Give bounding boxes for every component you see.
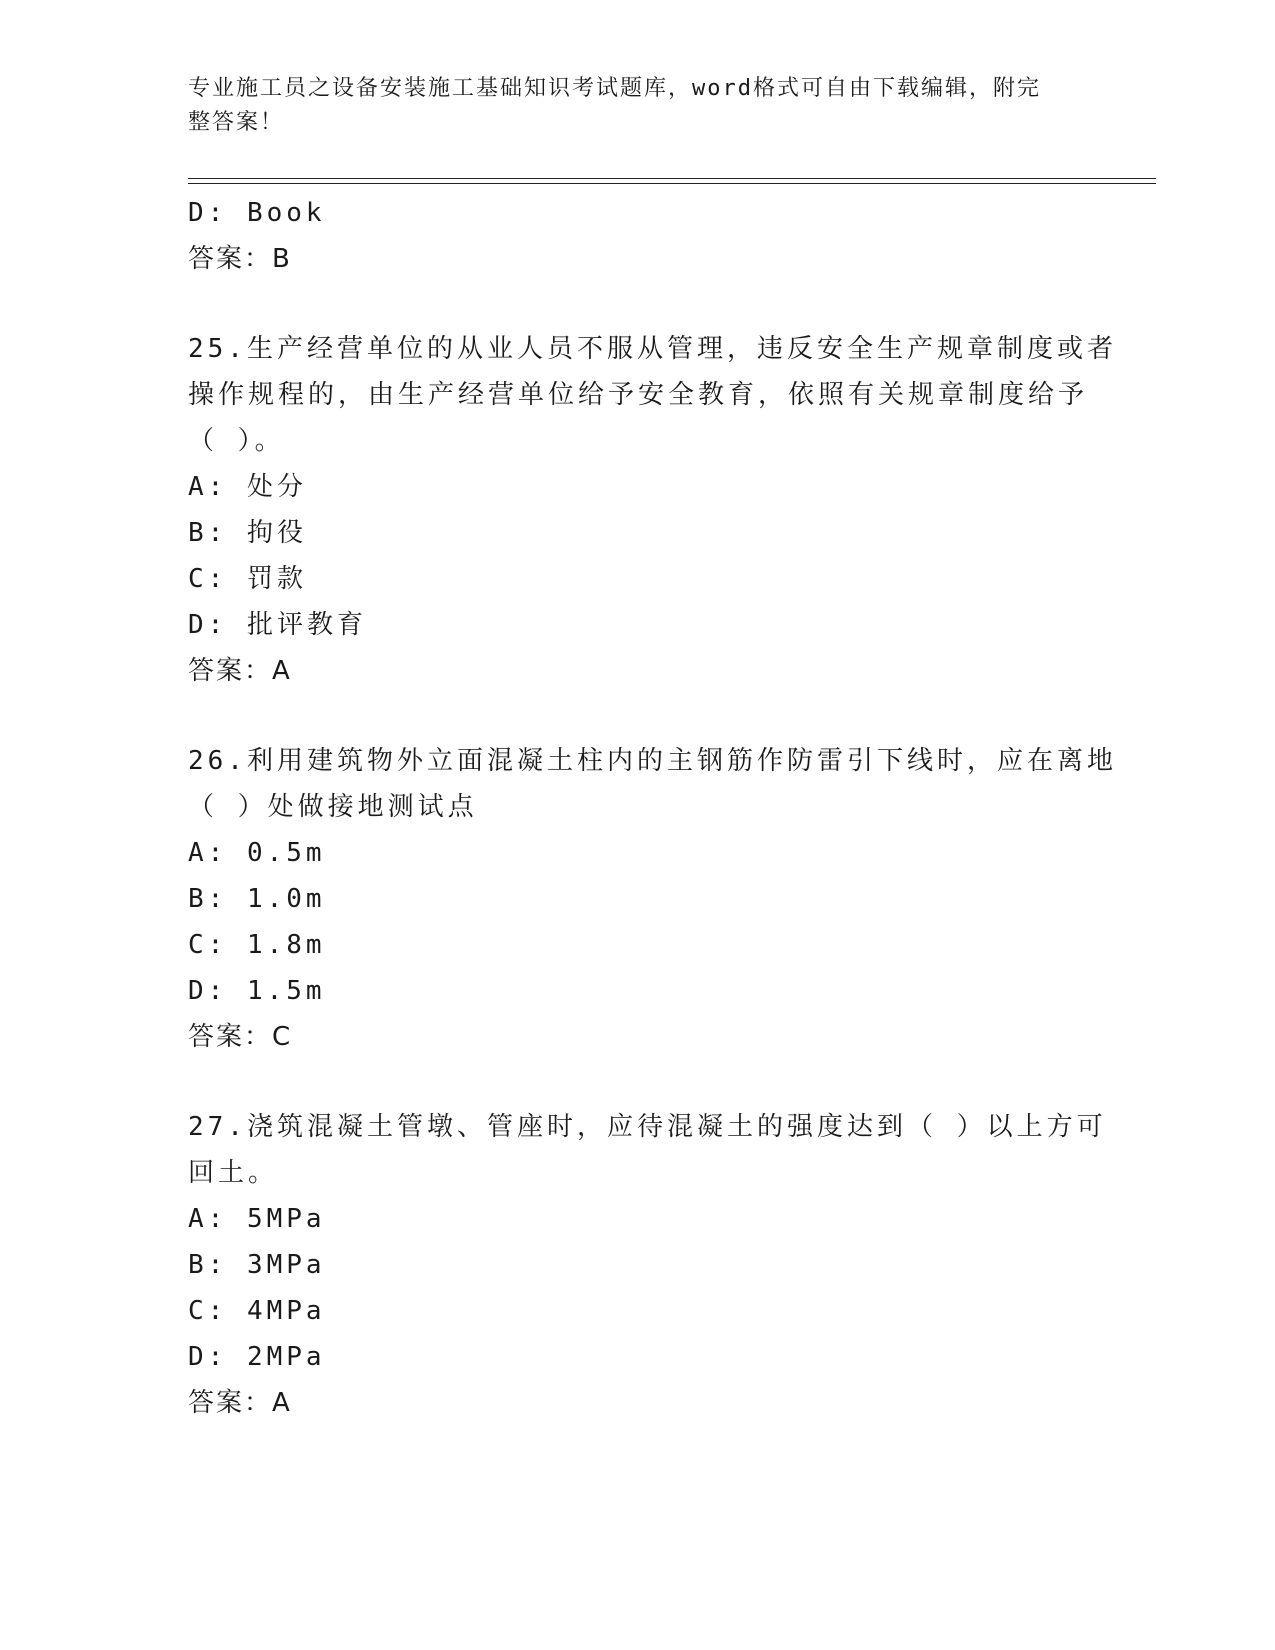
option-d: D: 批评教育 bbox=[188, 610, 367, 640]
question-text-line: （ ）处做接地测试点 bbox=[188, 792, 478, 822]
header-title-line-1: 专业施工员之设备安装施工基础知识考试题库，word格式可自由下载编辑，附完 bbox=[188, 76, 1041, 101]
option-c: C: 1.8m bbox=[188, 930, 326, 960]
question-text-line: 25.生产经营单位的从业人员不服从管理，违反安全生产规章制度或者 bbox=[188, 334, 1117, 364]
answer-label: 答案：A bbox=[188, 1388, 292, 1418]
option-d: D: Book bbox=[188, 198, 326, 228]
option-c: C: 罚款 bbox=[188, 564, 307, 594]
question-text-line: 26.利用建筑物外立面混凝土柱内的主钢筋作防雷引下线时，应在离地 bbox=[188, 746, 1117, 776]
question-list bbox=[188, 190, 1117, 1426]
question-text-line: 27.浇筑混凝土管墩、管座时，应待混凝土的强度达到（ ）以上方可 bbox=[188, 1112, 1107, 1142]
question-27 bbox=[188, 1104, 1107, 1426]
option-b: B: 1.0m bbox=[188, 884, 326, 914]
option-a: A: 处分 bbox=[188, 472, 307, 502]
header-divider-bottom bbox=[188, 183, 1156, 184]
option-c: C: 4MPa bbox=[188, 1296, 326, 1326]
question-25 bbox=[188, 326, 1117, 694]
option-d: D: 1.5m bbox=[188, 976, 326, 1006]
question-26 bbox=[188, 738, 1117, 1060]
answer-label: 答案：B bbox=[188, 244, 292, 274]
option-b: B: 拘役 bbox=[188, 518, 307, 548]
question-text-line: （ ）。 bbox=[188, 426, 285, 456]
header-divider-top bbox=[188, 178, 1156, 179]
header-title-line-2: 整答案！ bbox=[188, 110, 285, 135]
option-b: B: 3MPa bbox=[188, 1250, 326, 1280]
answer-label: 答案：A bbox=[188, 656, 292, 686]
question-text-line: 操作规程的，由生产经营单位给予安全教育，依照有关规章制度给予 bbox=[188, 380, 1089, 410]
document-header bbox=[188, 72, 1088, 140]
option-d: D: 2MPa bbox=[188, 1342, 326, 1372]
question-text-line: 回土。 bbox=[188, 1158, 279, 1188]
answer-label: 答案：C bbox=[188, 1022, 293, 1052]
option-a: A: 0.5m bbox=[188, 838, 326, 868]
option-a: A: 5MPa bbox=[188, 1204, 326, 1234]
previous-question-tail bbox=[188, 190, 1088, 282]
